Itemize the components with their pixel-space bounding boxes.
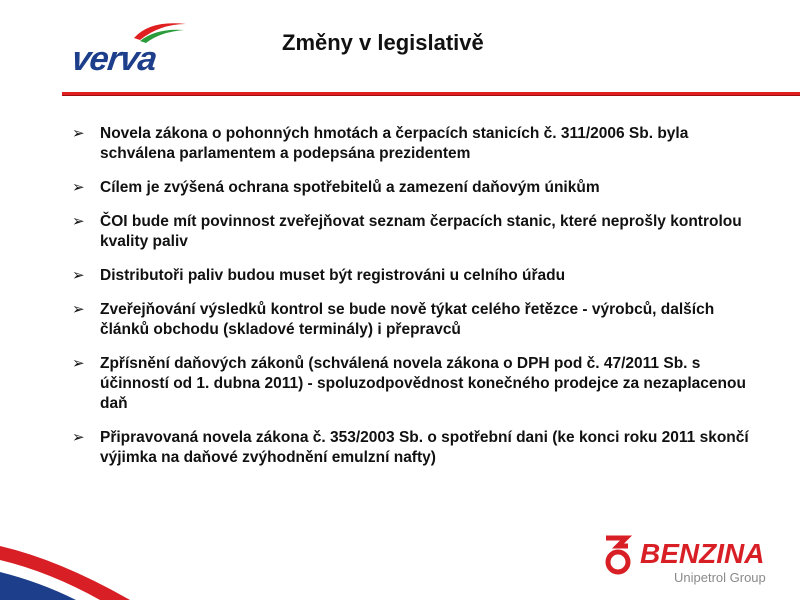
benzina-logo [600,534,780,592]
bullet-item [72,266,752,286]
bullet-text: Novela zákona o pohonných hmotách a čerpacích stanicích č. 311/2006 Sb. byla schválena parlamentem a podepsána prezidentem [100,125,689,162]
bullet-item [72,300,752,340]
arrow-bullet-icon: ➢ [72,355,85,372]
verva-logo [69,18,200,78]
benzina-wordmark: BENZINA [640,538,765,569]
bullet-item [72,124,752,164]
bullet-text: Distributoři paliv budou muset být registrováni u celního úřadu [100,267,566,284]
benzina-emblem-icon [600,534,638,576]
bullet-text: Cílem je zvýšená ochrana spotřebitelů a zamezení daňovým únikům [100,179,600,196]
bullet-text: Připravovaná novela zákona č. 353/2003 Sb. o spotřební dani (ke konci roku 2011 skončí výjimka na daňové zvýhodnění emulzní nafty) [100,429,749,466]
arrow-bullet-icon: ➢ [72,179,85,196]
benzina-tagline: Unipetrol Group [674,570,766,585]
bullet-item [72,354,752,414]
arrow-bullet-icon: ➢ [72,125,85,142]
bullet-item [72,178,752,198]
bullet-text: Zpřísnění daňových zákonů (schválená novela zákona o DPH pod č. 47/2011 Sb. s účinností od 1. dubna 2011) - spoluzodpovědnost konečného prodejce za nezaplacenou daň [100,355,746,412]
arrow-bullet-icon: ➢ [72,301,85,318]
arrow-bullet-icon: ➢ [72,213,85,230]
header-divider-shadow [62,95,800,96]
arrow-bullet-icon: ➢ [72,429,85,446]
bullet-list [72,124,752,482]
corner-flag-decoration [0,530,130,600]
arrow-bullet-icon: ➢ [72,267,85,284]
bullet-text: ČOI bude mít povinnost zveřejňovat seznam čerpacích stanic, které neprošly kontrolou kvality paliv [100,213,742,250]
bullet-item [72,212,752,252]
bullet-item [72,428,752,468]
bullet-text: Zveřejňování výsledků kontrol se bude nově týkat celého řetězce - výrobců, dalších článků obchodu (skladové terminály) i přepravců [100,301,715,338]
verva-wordmark: verva [69,40,159,78]
page-title: Změny v legislativě [282,30,484,55]
